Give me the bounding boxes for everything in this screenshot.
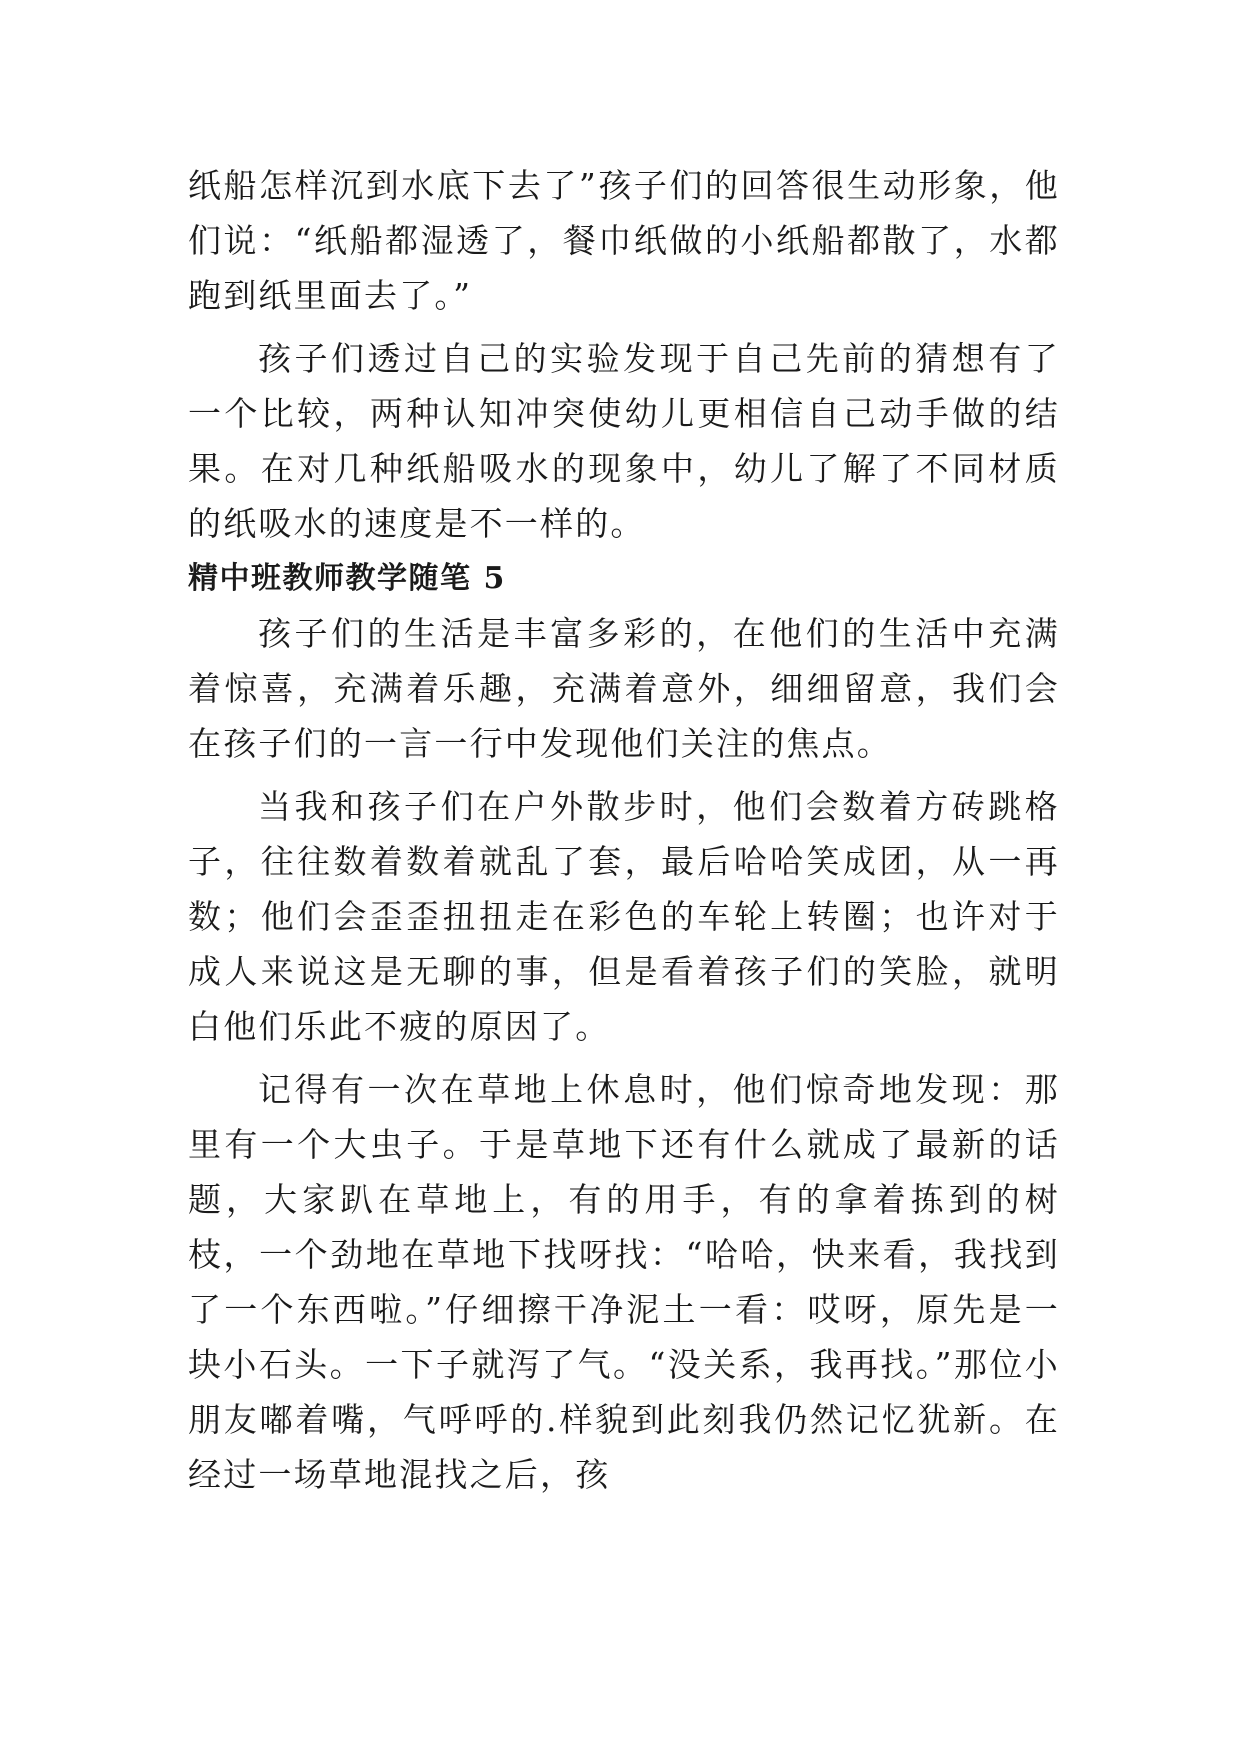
paragraph-children-life: 孩子们的生活是丰富多彩的，在他们的生活中充满着惊喜，充满着乐趣，充满着意外，细细留意，我们会在孩子们的一言一行中发现他们关注的焦点。: [188, 614, 1060, 763]
document-page: [188, 158, 1060, 1502]
paragraph-outdoor-walk: 当我和孩子们在户外散步时，他们会数着方砖跳格子，往往数着数着就乱了套，最后哈哈笑成团，从一再数；他们会歪歪扭扭走在彩色的车轮上转圈；也许对于成人来说这是无聊的事，但是看着孩子们的笑脸，就明白他们乐此不疲的原因了。: [188, 787, 1060, 1046]
paragraph-experiment-conclusion: 孩子们透过自己的实验发现于自己先前的猜想有了一个比较，两种认知冲突使幼儿更相信自己动手做的结果。在对几种纸船吸水的现象中，幼儿了解了不同材质的纸吸水的速度是不一样的。: [188, 339, 1060, 543]
paragraph-grass-search: 记得有一次在草地上休息时，他们惊奇地发现：那里有一个大虫子。于是草地下还有什么就成了最新的话题，大家趴在草地上，有的用手，有的拿着拣到的树枝，一个劲地在草地下找呀找：“哈哈，快来看，我找到了一个东西啦。”仔细擦干净泥土一看：哎呀，原先是一块小石头。一下子就泻了气。“没关系，我再找。”那位小朋友嘟着嘴，气呼呼的.样貌到此刻我仍然记忆犹新。在经过一场草地混找之后，孩: [188, 1070, 1060, 1494]
paragraph-paper-boat-answer: 纸船怎样沉到水底下去了”孩子们的回答很生动形象，他们说：“纸船都湿透了，餐巾纸做的小纸船都散了，水都跑到纸里面去了。”: [188, 166, 1060, 315]
section-title: 精中班教师教学随笔 5: [188, 561, 506, 596]
